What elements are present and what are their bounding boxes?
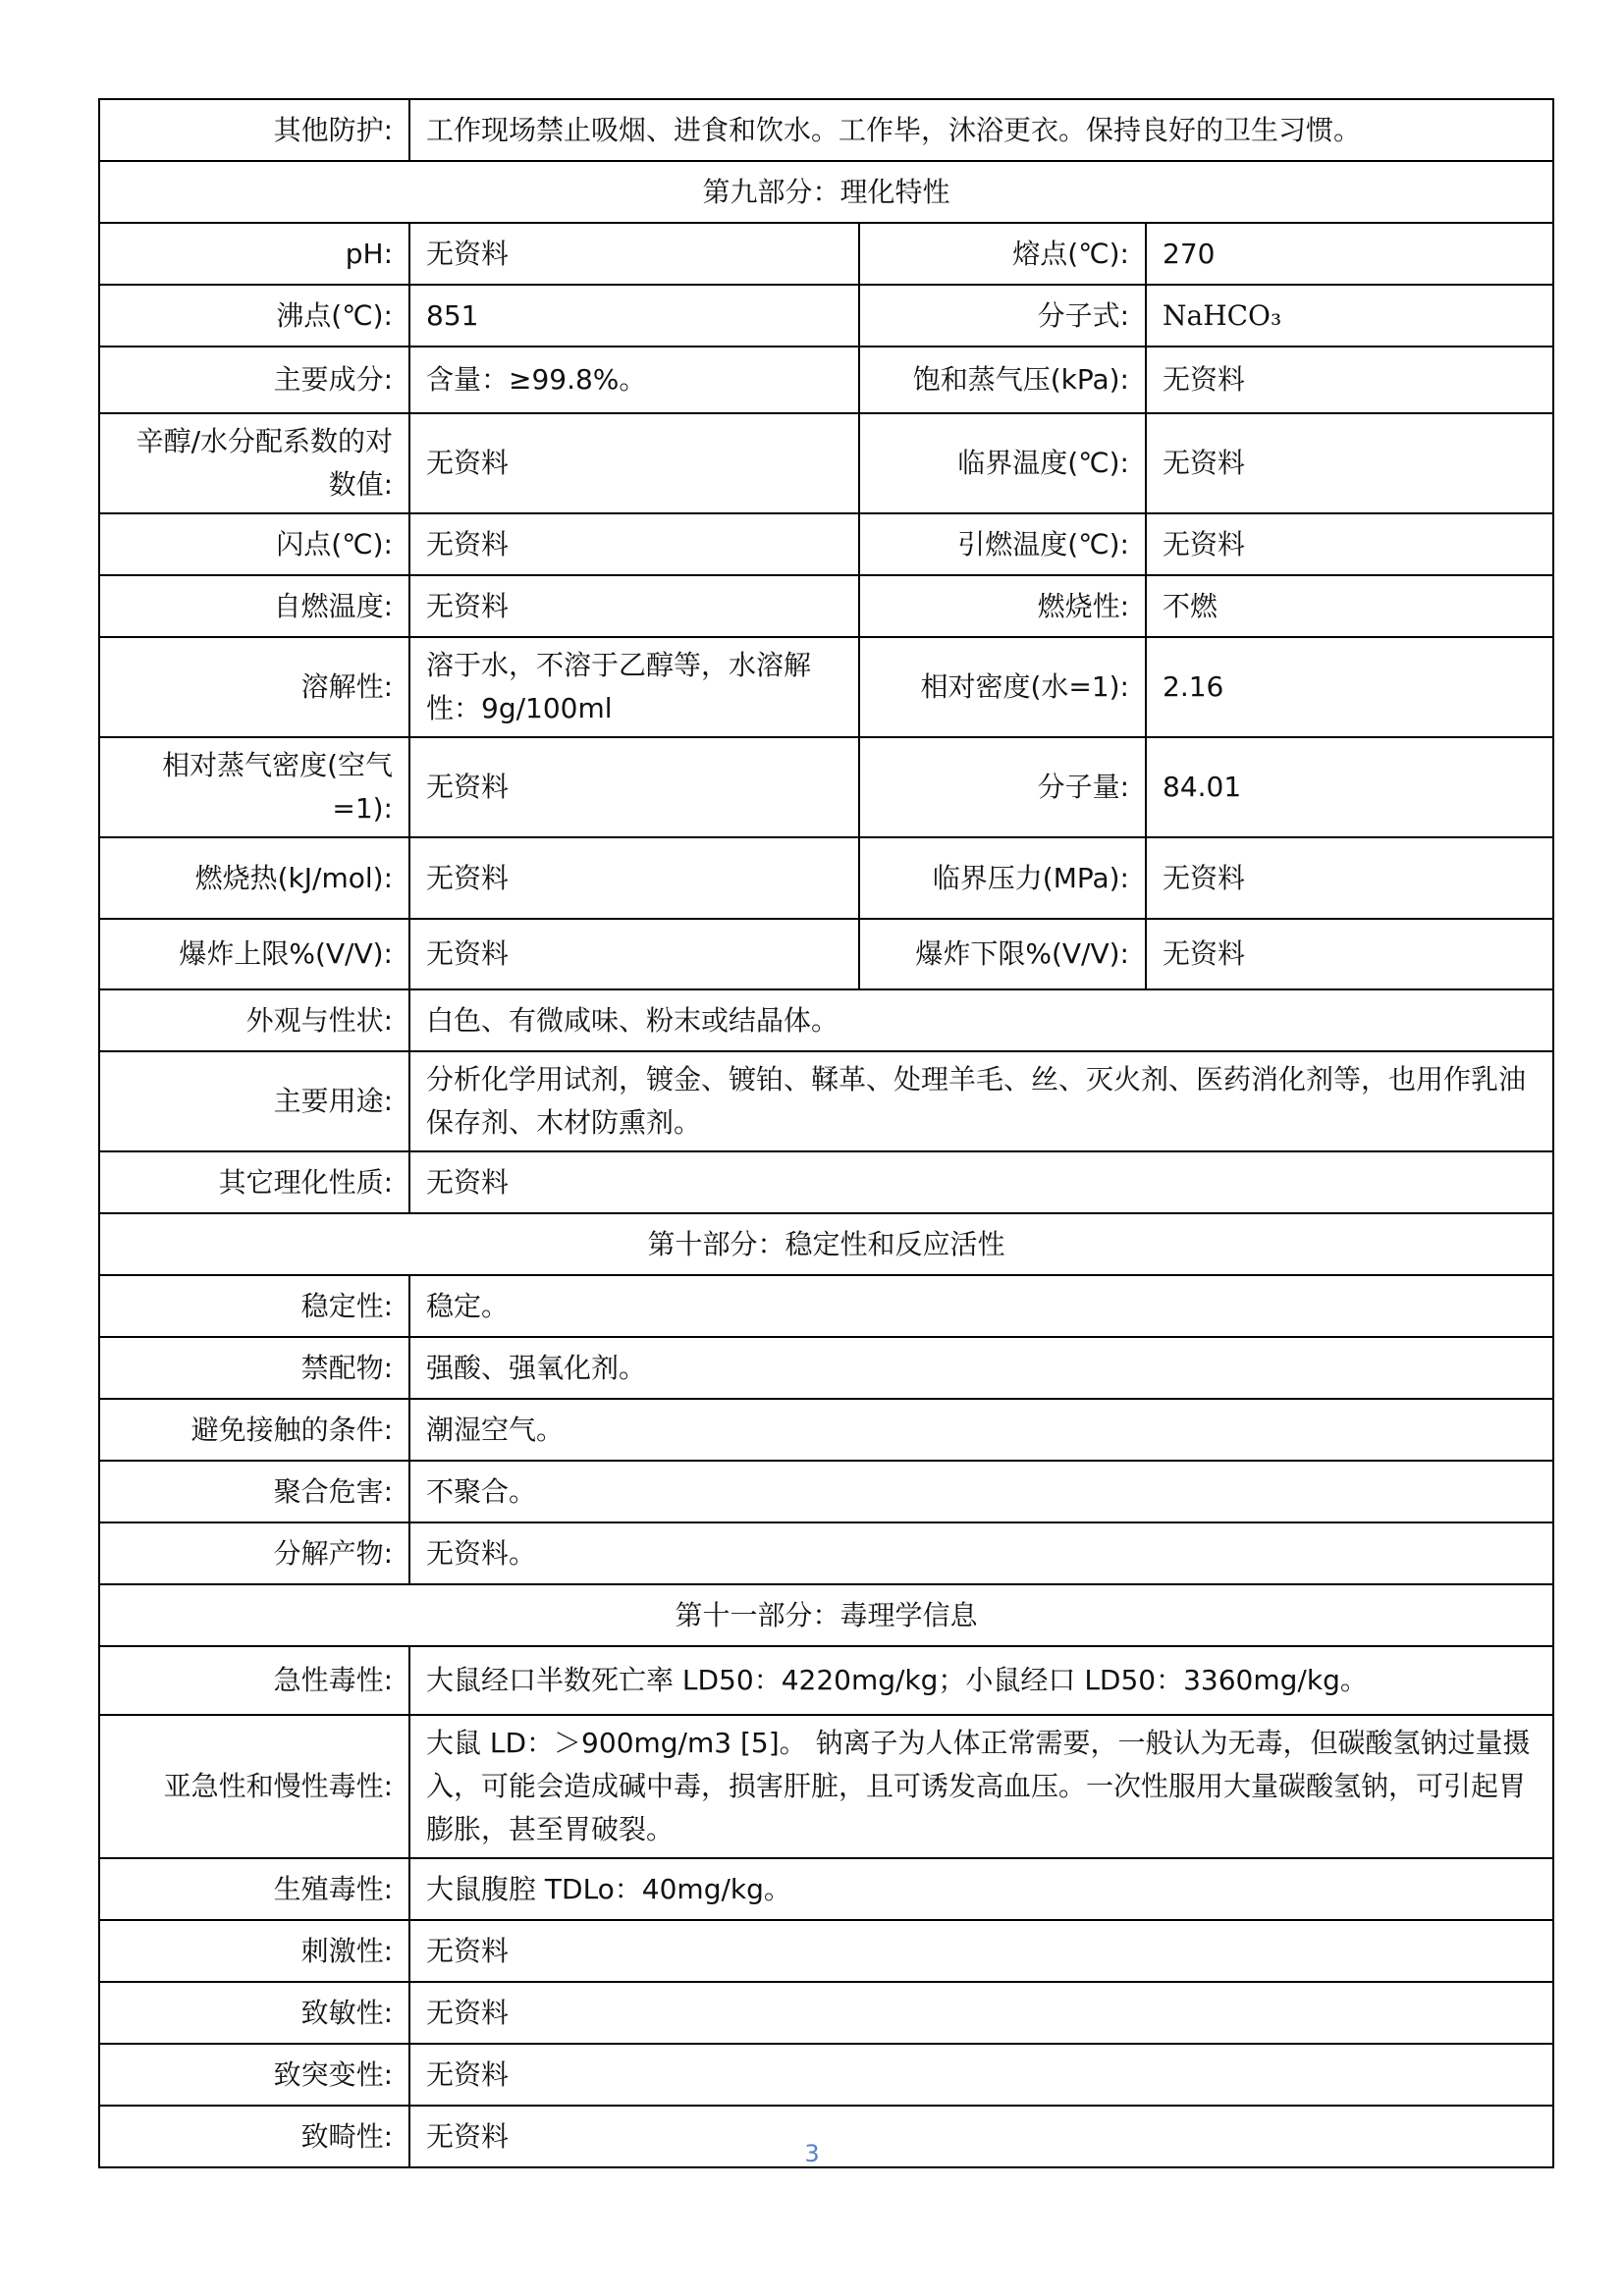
field-value: 大鼠 LD：＞900mg/m3 [5]。 钠离子为人体正常需要，一般认为无毒，但碳酸氢钠过量摄入，可能会造成碱中毒，损害肝脏，且可诱发高血压。一次性服用大量碳酸氢钠，可引起胃膨胀，甚至胃破裂。 <box>409 1715 1553 1858</box>
table-row <box>99 1646 1553 1715</box>
field-label: 致敏性: <box>99 1982 409 2044</box>
field-label: 生殖毒性: <box>99 1858 409 1920</box>
field-value: 潮湿空气。 <box>409 1399 1553 1461</box>
field-label: 燃烧性: <box>859 575 1146 637</box>
field-value: 无资料 <box>409 919 859 989</box>
field-label: 自燃温度: <box>99 575 409 637</box>
field-label: 分子式: <box>859 285 1146 347</box>
field-label: 刺激性: <box>99 1920 409 1982</box>
table-row <box>99 1982 1553 2044</box>
field-value: 不聚合。 <box>409 1461 1553 1522</box>
section-header-row <box>99 1584 1553 1646</box>
table-row <box>99 1715 1553 1858</box>
field-label: 溶解性: <box>99 637 409 737</box>
field-label: 熔点(℃): <box>859 223 1146 285</box>
field-value: 无资料 <box>409 2106 1553 2167</box>
field-label: 聚合危害: <box>99 1461 409 1522</box>
table-row <box>99 99 1553 161</box>
field-label: 沸点(℃): <box>99 285 409 347</box>
field-value: 无资料 <box>1146 837 1553 919</box>
field-label: 外观与性状: <box>99 989 409 1051</box>
field-value: 无资料。 <box>409 1522 1553 1584</box>
section-title: 第十一部分：毒理学信息 <box>99 1584 1553 1646</box>
field-value: 无资料 <box>409 1151 1553 1213</box>
field-label: 临界压力(MPa): <box>859 837 1146 919</box>
field-label: 禁配物: <box>99 1337 409 1399</box>
field-label: pH: <box>99 223 409 285</box>
field-value: 无资料 <box>1146 413 1553 513</box>
table-row <box>99 1275 1553 1337</box>
field-label: 避免接触的条件: <box>99 1399 409 1461</box>
table-row <box>99 223 1553 285</box>
field-label: 主要用途: <box>99 1051 409 1151</box>
msds-table-body <box>99 99 1553 2167</box>
table-row <box>99 513 1553 575</box>
field-value: 无资料 <box>409 837 859 919</box>
field-value: 无资料 <box>409 413 859 513</box>
table-row <box>99 413 1553 513</box>
field-label: 饱和蒸气压(kPa): <box>859 347 1146 413</box>
field-label: 分解产物: <box>99 1522 409 1584</box>
table-row <box>99 1920 1553 1982</box>
table-row <box>99 837 1553 919</box>
table-row <box>99 1151 1553 1213</box>
field-label: 燃烧热(kJ/mol): <box>99 837 409 919</box>
field-label: 引燃温度(℃): <box>859 513 1146 575</box>
section-title: 第九部分：理化特性 <box>99 161 1553 223</box>
field-label: 亚急性和慢性毒性: <box>99 1715 409 1858</box>
field-value: 851 <box>409 285 859 347</box>
table-row <box>99 637 1553 737</box>
field-value: 无资料 <box>1146 513 1553 575</box>
field-label: 其它理化性质: <box>99 1151 409 1213</box>
field-value: 无资料 <box>1146 347 1553 413</box>
table-row <box>99 347 1553 413</box>
field-value: 分析化学用试剂，镀金、镀铂、鞣革、处理羊毛、丝、灭火剂、医药消化剂等，也用作乳油保存剂、木材防熏剂。 <box>409 1051 1553 1151</box>
table-row <box>99 989 1553 1051</box>
field-label: 主要成分: <box>99 347 409 413</box>
field-label: 辛醇/水分配系数的对数值: <box>99 413 409 513</box>
table-row <box>99 1337 1553 1399</box>
field-value: 无资料 <box>409 737 859 837</box>
molecular-formula: NaHCO₃ <box>1146 285 1553 347</box>
field-label: 稳定性: <box>99 1275 409 1337</box>
table-row <box>99 737 1553 837</box>
table-row <box>99 1858 1553 1920</box>
field-value: 无资料 <box>409 223 859 285</box>
field-value: 大鼠腹腔 TDLo：40mg/kg。 <box>409 1858 1553 1920</box>
msds-table <box>98 98 1554 2168</box>
field-value: 无资料 <box>409 575 859 637</box>
field-label: 爆炸上限%(V/V): <box>99 919 409 989</box>
field-value: 无资料 <box>409 1982 1553 2044</box>
field-value: 白色、有微咸味、粉末或结晶体。 <box>409 989 1553 1051</box>
field-value: 大鼠经口半数死亡率 LD50：4220mg/kg；小鼠经口 LD50：3360mg/kg。 <box>409 1646 1553 1715</box>
field-value: 稳定。 <box>409 1275 1553 1337</box>
table-row <box>99 285 1553 347</box>
table-row <box>99 1399 1553 1461</box>
field-value: 溶于水，不溶于乙醇等，水溶解性：9g/100ml <box>409 637 859 737</box>
field-label: 爆炸下限%(V/V): <box>859 919 1146 989</box>
field-label: 其他防护: <box>99 99 409 161</box>
table-row <box>99 1051 1553 1151</box>
table-row <box>99 575 1553 637</box>
table-row <box>99 919 1553 989</box>
field-label: 分子量: <box>859 737 1146 837</box>
field-value: 2.16 <box>1146 637 1553 737</box>
field-value: 84.01 <box>1146 737 1553 837</box>
table-row <box>99 1522 1553 1584</box>
page-number: 3 <box>804 2140 820 2167</box>
field-value: 强酸、强氧化剂。 <box>409 1337 1553 1399</box>
field-value: 270 <box>1146 223 1553 285</box>
table-row <box>99 1461 1553 1522</box>
field-label: 闪点(℃): <box>99 513 409 575</box>
field-label: 相对密度(水=1): <box>859 637 1146 737</box>
field-label: 急性毒性: <box>99 1646 409 1715</box>
table-row <box>99 2044 1553 2106</box>
section-header-row <box>99 1213 1553 1275</box>
field-label: 致突变性: <box>99 2044 409 2106</box>
field-value: 无资料 <box>409 1920 1553 1982</box>
field-value: 工作现场禁止吸烟、进食和饮水。工作毕，沐浴更衣。保持良好的卫生习惯。 <box>409 99 1553 161</box>
field-value: 无资料 <box>409 513 859 575</box>
field-value: 无资料 <box>409 2044 1553 2106</box>
field-value: 无资料 <box>1146 919 1553 989</box>
field-value: 含量：≥99.8%。 <box>409 347 859 413</box>
field-value: 不燃 <box>1146 575 1553 637</box>
section-header-row <box>99 161 1553 223</box>
field-label: 致畸性: <box>99 2106 409 2167</box>
field-label: 临界温度(℃): <box>859 413 1146 513</box>
section-title: 第十部分：稳定性和反应活性 <box>99 1213 1553 1275</box>
field-label: 相对蒸气密度(空气=1): <box>99 737 409 837</box>
